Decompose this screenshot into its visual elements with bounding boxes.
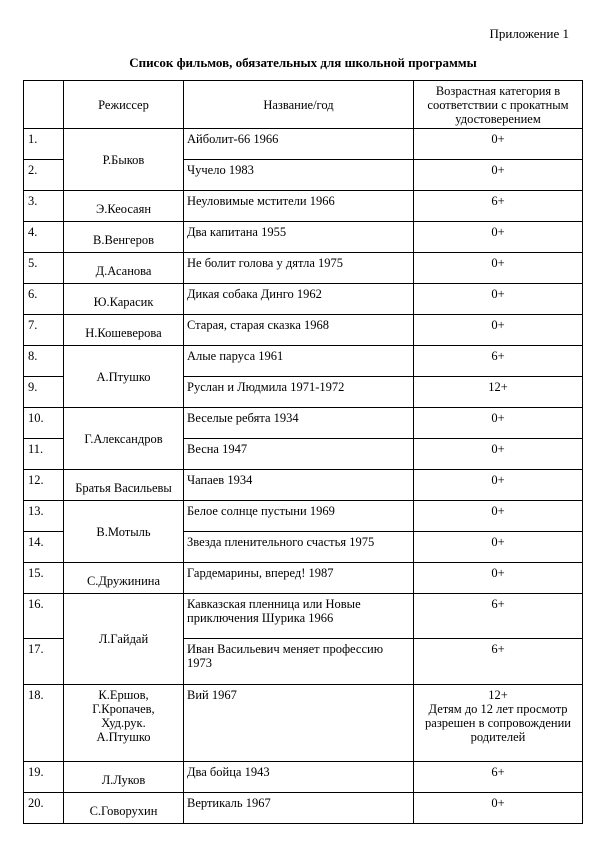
appendix-label: Приложение 1 xyxy=(489,26,569,41)
age-cell: 0+ xyxy=(414,501,583,532)
row-number: 1. xyxy=(24,129,64,160)
film-cell: Вий 1967 xyxy=(184,685,414,762)
film-cell: Вертикаль 1967 xyxy=(184,793,414,824)
age-cell: 0+ xyxy=(414,439,583,470)
table-row xyxy=(24,501,583,532)
table-row xyxy=(24,408,583,439)
films-table xyxy=(23,80,583,824)
age-cell: 12+ xyxy=(414,377,583,408)
table-row xyxy=(24,594,583,639)
table-row xyxy=(24,222,583,253)
film-cell: Белое солнце пустыни 1969 xyxy=(184,501,414,532)
film-cell: Чапаев 1934 xyxy=(184,470,414,501)
film-cell: Старая, старая сказка 1968 xyxy=(184,315,414,346)
film-cell: Два капитана 1955 xyxy=(184,222,414,253)
row-number: 5. xyxy=(24,253,64,284)
table-row xyxy=(24,762,583,793)
row-number: 2. xyxy=(24,160,64,191)
row-number: 19. xyxy=(24,762,64,793)
row-number: 7. xyxy=(24,315,64,346)
header-num xyxy=(24,81,64,129)
director-cell: В.Венгеров xyxy=(64,222,184,253)
header-film: Название/год xyxy=(184,81,414,129)
document-title: Список фильмов, обязательных для школьной программы xyxy=(129,55,477,70)
age-cell: 6+ xyxy=(414,639,583,685)
director-cell: Д.Асанова xyxy=(64,253,184,284)
age-cell: 0+ xyxy=(414,160,583,191)
age-cell: 0+ xyxy=(414,315,583,346)
director-cell: С.Говорухин xyxy=(64,793,184,824)
director-line: К.Ершов, xyxy=(98,688,149,702)
row-number: 18. xyxy=(24,685,64,762)
film-cell: Иван Васильевич меняет профессию 1973 xyxy=(184,639,414,685)
table-row xyxy=(24,253,583,284)
director-cell: Л.Луков xyxy=(64,762,184,793)
age-cell: 0+ xyxy=(414,470,583,501)
row-number: 13. xyxy=(24,501,64,532)
director-line: Худ.рук. xyxy=(101,716,146,730)
table-row xyxy=(24,793,583,824)
age-value: 12+ xyxy=(488,688,508,702)
film-cell: Чучело 1983 xyxy=(184,160,414,191)
row-number: 3. xyxy=(24,191,64,222)
row-number: 10. xyxy=(24,408,64,439)
age-cell: 0+ xyxy=(414,408,583,439)
age-note: Детям до 12 лет просмотр разрешен в сопровождении родителей xyxy=(425,702,571,744)
row-number: 14. xyxy=(24,532,64,563)
table-row xyxy=(24,563,583,594)
table-header-row xyxy=(24,81,583,129)
age-cell: 6+ xyxy=(414,594,583,639)
age-cell: 0+ xyxy=(414,793,583,824)
director-cell: Э.Кеосаян xyxy=(64,191,184,222)
film-cell: Руслан и Людмила 1971-1972 xyxy=(184,377,414,408)
table-row xyxy=(24,191,583,222)
director-cell: Л.Гайдай xyxy=(64,594,184,685)
director-cell xyxy=(64,685,184,762)
film-cell: Звезда пленительного счастья 1975 xyxy=(184,532,414,563)
film-cell: Алые паруса 1961 xyxy=(184,346,414,377)
row-number: 6. xyxy=(24,284,64,315)
age-cell xyxy=(414,685,583,762)
table-row xyxy=(24,346,583,377)
film-cell: Два бойца 1943 xyxy=(184,762,414,793)
header-director: Режиссер xyxy=(64,81,184,129)
row-number: 16. xyxy=(24,594,64,639)
table-row xyxy=(24,129,583,160)
director-cell: Г.Александров xyxy=(64,408,184,470)
director-cell: Н.Кошеверова xyxy=(64,315,184,346)
director-cell: Р.Быков xyxy=(64,129,184,191)
director-cell: В.Мотыль xyxy=(64,501,184,563)
age-cell: 0+ xyxy=(414,222,583,253)
row-number: 4. xyxy=(24,222,64,253)
director-cell: Братья Васильевы xyxy=(64,470,184,501)
row-number: 15. xyxy=(24,563,64,594)
director-cell: А.Птушко xyxy=(64,346,184,408)
row-number: 8. xyxy=(24,346,64,377)
table-row xyxy=(24,315,583,346)
film-cell: Не болит голова у дятла 1975 xyxy=(184,253,414,284)
age-cell: 0+ xyxy=(414,253,583,284)
table-row xyxy=(24,284,583,315)
row-number: 17. xyxy=(24,639,64,685)
age-cell: 6+ xyxy=(414,346,583,377)
row-number: 20. xyxy=(24,793,64,824)
director-cell: С.Дружинина xyxy=(64,563,184,594)
director-line: Г.Кропачев, xyxy=(92,702,155,716)
director-cell: Ю.Карасик xyxy=(64,284,184,315)
film-cell: Айболит-66 1966 xyxy=(184,129,414,160)
table-row xyxy=(24,470,583,501)
row-number: 12. xyxy=(24,470,64,501)
director-line: А.Птушко xyxy=(96,730,151,744)
row-number: 9. xyxy=(24,377,64,408)
film-cell: Дикая собака Динго 1962 xyxy=(184,284,414,315)
age-cell: 0+ xyxy=(414,129,583,160)
age-cell: 6+ xyxy=(414,762,583,793)
film-cell: Гардемарины, вперед! 1987 xyxy=(184,563,414,594)
row-number: 11. xyxy=(24,439,64,470)
table-row xyxy=(24,685,583,762)
film-cell: Кавказская пленница или Новые приключения Шурика 1966 xyxy=(184,594,414,639)
age-cell: 0+ xyxy=(414,563,583,594)
header-age: Возрастная категория в соответствии с прокатным удостоверением xyxy=(414,81,583,129)
film-cell: Весна 1947 xyxy=(184,439,414,470)
film-cell: Неуловимые мстители 1966 xyxy=(184,191,414,222)
film-cell: Веселые ребята 1934 xyxy=(184,408,414,439)
age-cell: 0+ xyxy=(414,532,583,563)
age-cell: 6+ xyxy=(414,191,583,222)
age-cell: 0+ xyxy=(414,284,583,315)
